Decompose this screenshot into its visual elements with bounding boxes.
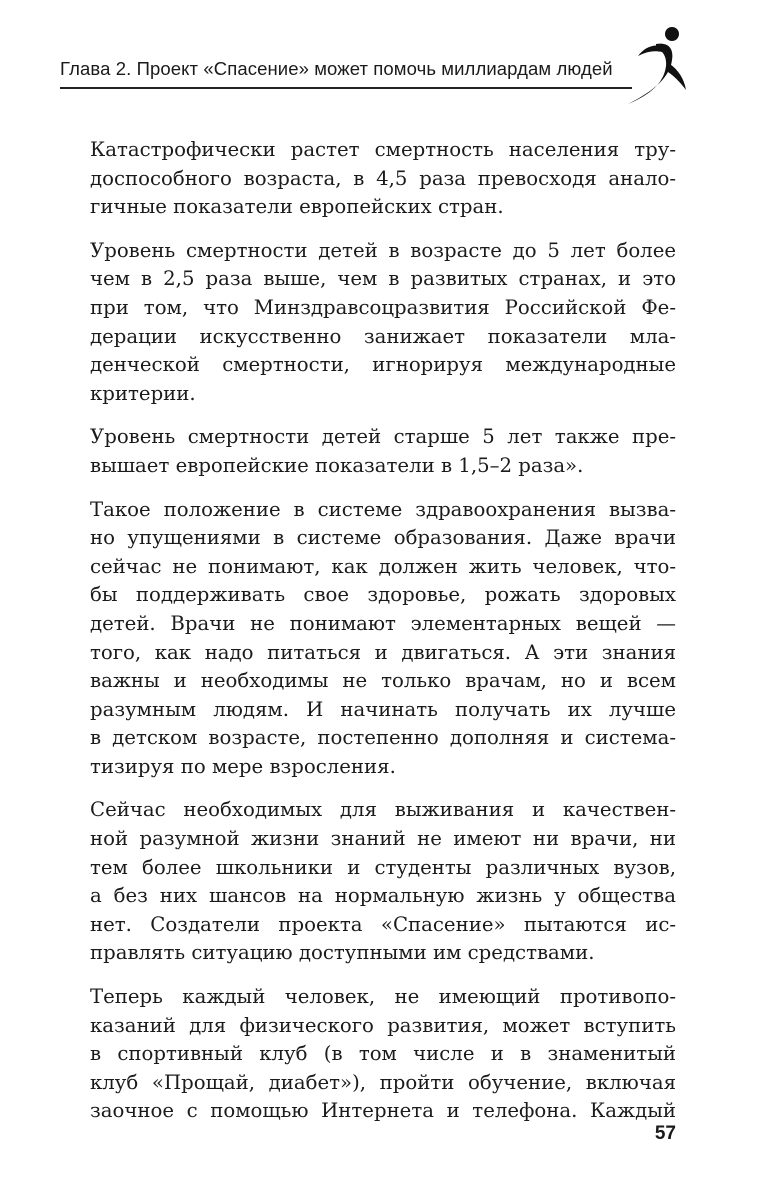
text-line: доспособного возраста, в 4,5 раза превосходя анало-: [90, 166, 676, 190]
text-line: но упущениями в системе образования. Даже врачи: [90, 526, 676, 550]
paragraph: [90, 237, 676, 409]
text-line: тем более школьники и студенты различных вузов,: [90, 855, 676, 879]
text-line: гичные показатели европейских стран.: [90, 195, 504, 219]
text-line: казаний для физического развития, может вступить: [90, 1013, 676, 1037]
text-line: критерии.: [90, 381, 196, 405]
text-line: правлять ситуацию доступными им средствами.: [90, 941, 595, 965]
text-line: клуб «Прощай, диабет»), пройти обучение, включая: [90, 1070, 676, 1094]
running-header: [60, 52, 660, 92]
text-line: Уровень смертности детей в возрасте до 5 лет более: [90, 238, 676, 262]
text-line: тизируя по мере взросления.: [90, 754, 396, 778]
text-line: чем в 2,5 раза выше, чем в развитых странах, и это: [90, 267, 676, 291]
text-line: в спортивный клуб (в том числе и в знаменитый: [90, 1042, 676, 1066]
header-rule: [60, 87, 632, 89]
text-line: ной разумной жизни знаний не имеют ни врачи, ни: [90, 827, 676, 851]
text-line: заочное с помощью Интернета и телефона. Каждый: [90, 1099, 676, 1123]
chapter-title: Глава 2. Проект «Спасение» может помочь миллиардам людей: [60, 58, 613, 79]
runner-figure-icon: [622, 20, 692, 112]
text-line: разумным людям. И начинать получать их лучше: [90, 697, 676, 721]
text-line: денческой смертности, игнорируя международные: [90, 353, 676, 377]
text-line: нет. Создатели проекта «Спасение» пытаются ис-: [90, 912, 676, 936]
text-line: Теперь каждый человек, не имеющий противопо-: [90, 985, 676, 1009]
text-line: Такое положение в системе здравоохранения вызва-: [90, 497, 676, 521]
paragraph: [90, 496, 676, 782]
text-line: того, как надо питаться и двигаться. А эти знания: [90, 640, 676, 664]
text-line: в детском возрасте, постепенно дополняя и система-: [90, 726, 676, 750]
text-line: а без них шансов на нормальную жизнь у общества: [90, 884, 676, 908]
body-text: [90, 136, 676, 1141]
paragraph: [90, 796, 676, 968]
text-line: Катастрофически растет смертность населения тру-: [90, 138, 676, 161]
text-line: Уровень смертности детей старше 5 лет также пре-: [90, 425, 676, 449]
text-line: бы поддерживать свое здоровье, рожать здоровых: [90, 583, 676, 607]
paragraph: [90, 136, 676, 222]
paragraph: [90, 423, 676, 480]
page-number: 57: [654, 1123, 676, 1144]
text-line: при том, что Минздравсоцразвития Российской Фе-: [90, 295, 676, 319]
text-line: сейчас не понимают, как должен жить человек, что-: [90, 554, 676, 578]
text-line: важны и необходимы не только врачам, но и всем: [90, 669, 676, 693]
paragraph: [90, 983, 676, 1126]
text-line: дерации искусственно занижает показатели мла-: [90, 324, 676, 348]
text-line: Сейчас необходимых для выживания и качествен-: [90, 798, 676, 822]
text-line: вышает европейские показатели в 1,5–2 раза».: [90, 453, 584, 477]
text-line: детей. Врачи не понимают элементарных вещей —: [90, 611, 676, 635]
